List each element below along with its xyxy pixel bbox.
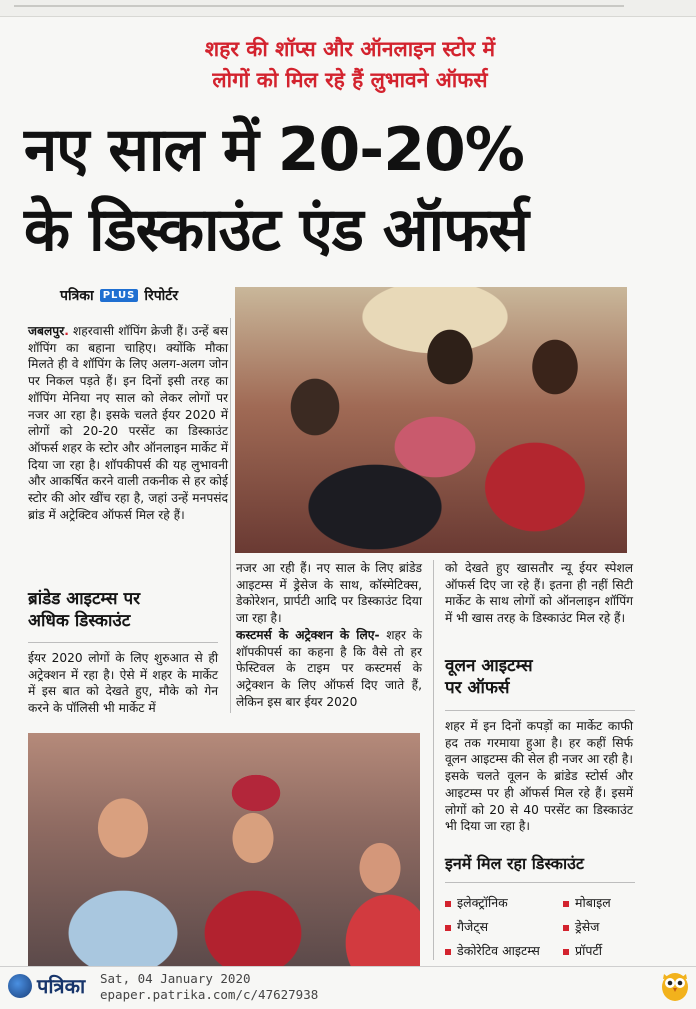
bullet-icon: [563, 901, 569, 907]
list-item: मोबाइल: [563, 891, 635, 915]
bullet-icon: [445, 949, 451, 955]
subhead-branded-line1: ब्रांडेड आइटम्स पर: [28, 589, 141, 609]
subhead-branded-line2: अधिक डिस्काउंट: [28, 611, 131, 631]
photo-women-shopping: [28, 733, 420, 966]
footer-meta: [100, 971, 318, 1003]
list-item: ड्रेसेज: [563, 915, 635, 939]
column-rule-1: [230, 318, 231, 713]
globe-icon: [8, 974, 32, 998]
bullet-icon: [445, 925, 451, 931]
bullet-icon: [445, 901, 451, 907]
bullet-icon: [563, 949, 569, 955]
discount-list-rule: [445, 882, 635, 883]
owl-mascot-icon: [660, 968, 690, 1002]
bullet-icon: [563, 925, 569, 931]
col1-para2: ईयर 2020 लोगों के लिए शुरुआत से ही अट्रेक्शन में रहा है। ऐसे में शहर के मार्केट में इस बात को देखते हुए, मौके को गेन करने के पॉलिसी भी मार्केट में: [28, 651, 218, 716]
discount-list: [445, 891, 635, 963]
col2-block: [236, 560, 422, 710]
kicker-line-2: लोगों को मिल रहे हैं लुभावने ऑफर्स: [212, 68, 488, 92]
col1-para1-text: शहरवासी शॉपिंग क्रेजी हैं। उन्हें बस शॉपिंग का बहाना चाहिए। क्योंकि मौका मिलते ही वे शॉपिंग के लिए अलग-अलग जोन पर निकल पड़ते हैं। इन दिनों इसी तरह का शॉपिंग मेनिया नए साल को लेकर लोगों पर नजर आ रहा है। इसके चलते ईयर 2020 में लोगों को 20-20 परसेंट का डिस्काउंट ऑफर्स शहर के स्टोर और ऑनलाइन मार्केट में दिया जा रहा है। शॉपकीपर्स की यह लुभावनी और आकर्षित करने वाली तकनीक से हर कोई स्टोर की ओर खींच रहा है, जहां उन्हें मनपसंद ब्रांड में अट्रेक्टिव ऑफर्स मिल रहे हैं।: [28, 324, 229, 522]
kicker: [60, 34, 640, 96]
footer-url[interactable]: epaper.patrika.com/c/47627938: [100, 987, 319, 1002]
photo-shoppers-browsing: [235, 287, 627, 553]
kicker-line-1: शहर की शॉप्स और ऑनलाइन स्टोर में: [204, 37, 496, 61]
subhead-woolen: [445, 655, 635, 699]
footer-logo-text: पत्रिका: [37, 974, 86, 998]
byline: [60, 284, 178, 306]
col2-para1: नजर आ रही हैं। नए साल के लिए ब्रांडेड आइटम्स में ड्रेसेज के साथ, कॉस्मेटिक्स, डेकोरेशन, प्रार्पटी आदि पर डिस्काउंट दिया जा रहा है।: [236, 561, 422, 626]
byline-brand: पत्रिका: [60, 287, 94, 304]
headline: [24, 110, 684, 270]
top-strip-rule: [14, 5, 624, 7]
column-rule-2: [433, 560, 434, 960]
col1-para1: [28, 323, 228, 523]
dateline-city: जबलपुर.: [28, 324, 69, 338]
subhead-discount-list: इनमें मिल रहा डिस्काउंट: [445, 854, 584, 873]
footer-logo[interactable]: [8, 972, 85, 999]
subhead-woolen-rule: [445, 710, 635, 711]
subhead-branded: [28, 588, 228, 632]
list-item: डेकोरेटिव आइटम्स: [445, 939, 563, 963]
col2-lead: कस्टमर्स के अट्रेक्शन के लिए-: [236, 627, 380, 642]
top-strip: [0, 0, 696, 17]
headline-line-2: के डिस्काउंट एंड ऑफर्स: [24, 195, 528, 265]
col3-para2: शहर में इन दिनों कपड़ों का मार्केट काफी हद तक गरमाया हुआ है। हर कहीं सिर्फ वूलन आइटम्स की सेल ही नजर आ रही है। इसके चलते वूलन के ब्रांडेड स्टोर्स और आइटम्स पर ही ऑफर्स मिल रहे हैं। इसमें लोगों को 20 से 40 परसेंट का डिस्काउंट भी दिया जा रहा है।: [445, 719, 633, 834]
footer-date: Sat, 04 January 2020: [100, 971, 251, 986]
col2-para2: शहर के शॉपकीपर्स का कहना है कि वैसे तो हर फेस्टिवल के टाइम पर कस्टमर्स के अट्रेक्शन के लिए ऑफर्स दिए जाते हैं, लेकिन इस बार ईयर 2020: [236, 627, 423, 709]
byline-plus-badge: PLUS: [100, 289, 139, 302]
list-item: इलेक्ट्रॉनिक: [445, 891, 563, 915]
headline-line-1: नए साल में 20-20%: [24, 115, 524, 185]
col3-para1: को देखते हुए खासतौर न्यू ईयर स्पेशल ऑफर्स दिए जा रहे हैं। इतना ही नहीं सिटी मार्केट के साथ लोगों को ऑनलाइन शॉपिंग में भी खास तरह के डिस्काउंट मिल रहे हैं।: [445, 561, 633, 626]
subhead-woolen-line1: वूलन आइटम्स: [445, 656, 533, 676]
list-item: गैजेट्स: [445, 915, 563, 939]
list-item: प्रॉपर्टी: [563, 939, 635, 963]
byline-role: रिपोर्टर: [144, 287, 179, 304]
subhead-rule: [28, 642, 218, 643]
subhead-woolen-line2: पर ऑफर्स: [445, 678, 510, 698]
